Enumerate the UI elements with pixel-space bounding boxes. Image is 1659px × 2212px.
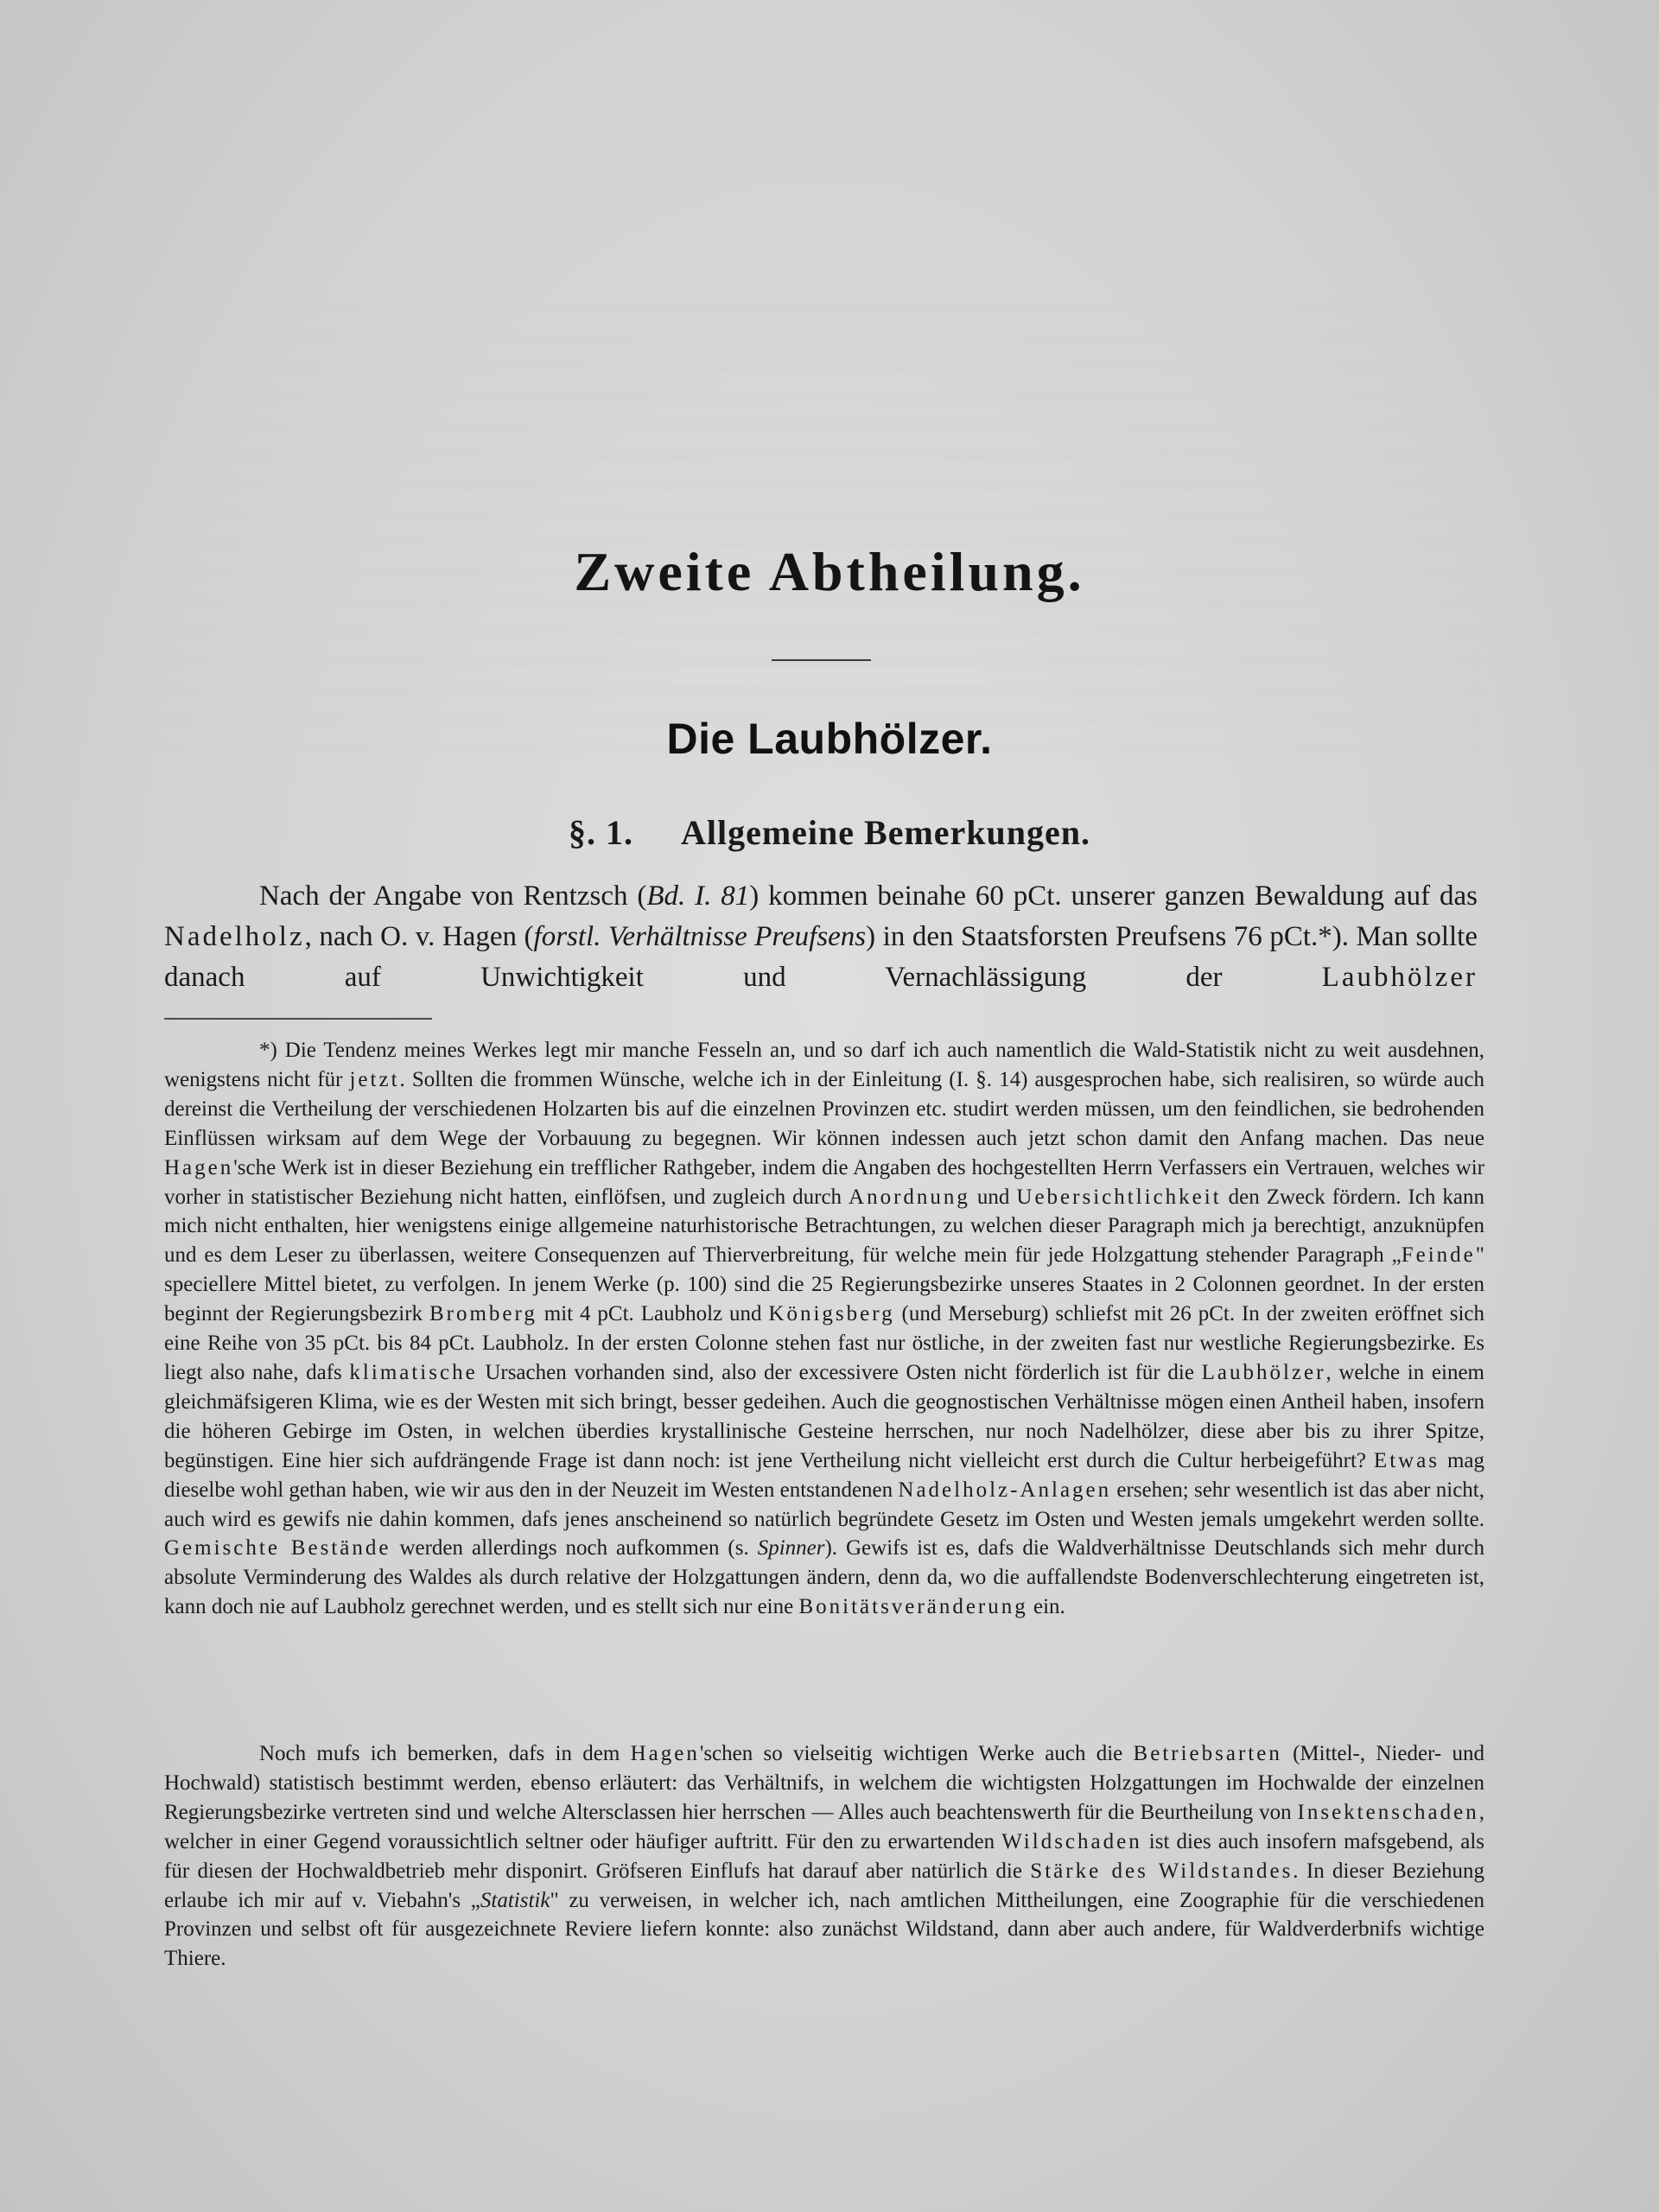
intro-paragraph: Nach der Angabe von Rentzsch (Bd. I. 81) kommen beinahe 60 pCt. unserer ganzen Bewaldung auf das Nadelholz, nach O. v. Hagen (forstl. Verhältnisse Preufsens) in den Staatsforsten Preufsens 76 pCt.*). Man sollte danach auf Unwichtigkeit und Vernachlässigung der Laubhölzer — [164, 880, 1478, 993]
part-title: Zweite Abtheilung. — [574, 541, 1085, 602]
footnote-divider — [164, 1018, 432, 1020]
footnote-paragraph-2: Noch mufs ich bemerken, dafs in dem Hagen'schen so vielseitig wichtigen Werke auch die Betriebsarten (Mittel-, Nieder- und Hochwald) statistisch bestimmt werden, ebenso erläutert: das Verhältnifs, in welchem die wichtigsten Holzgattungen im Hochwalde der einzelnen Regierungsbezirke vertreten sind und welche Altersclassen hier herrschen — Alles auch beachtenswerth für die Beurtheilung von Insektenschaden, welcher in einer Gegend voraussichtlich seltner oder häufiger auftritt. Für den zu erwartenden Wildschaden ist dies auch insofern mafsgebend, als für diesen der Hochwaldbetrieb mehr disponirt. Gröfseren Einflufs hat darauf aber natürlich die Stärke des Wildstandes. In dieser Beziehung erlaube ich mir auf v. Viebahn's „Statistik" zu verweisen, in welcher ich, nach amtlichen Mittheilungen, eine Zoographie für die verschiedenen Provinzen und selbst oft für ausgezeichnete Reviere liefern konnte: also zunächst Wildstand, dann aber auch andere, für Waldverderbnifs wichtige Thiere. — [164, 1742, 1485, 1971]
chapter-title: Die Laubhölzer. — [666, 715, 993, 763]
section-number: §. 1. — [568, 813, 633, 852]
bleed-through-text — [151, 302, 1482, 752]
footnote-paragraph: *) Die Tendenz meines Werkes legt mir manche Fesseln an, und so darf ich auch namentlich die Wald-Statistik nicht zu weit ausdehnen, wenigstens nicht für jetzt. Sollten die frommen Wünsche, welche ich in der Einleitung (I. §. 14) ausgesprochen habe, sich realisiren, so würde auch dereinst die Vertheilung der verschiedenen Holzarten bis auf die einzelnen Provinzen etc. studirt werden müssen, um den feindlichen, sie bedrohenden Einflüssen wirksam auf dem Wege der Vorbauung zu begegnen. Wir können indessen auch jetzt schon damit den Anfang machen. Das neue Hagen'sche Werk ist in dieser Beziehung ein trefflicher Rathgeber, indem die Angaben des hochgestellten Herrn Verfassers ein Vertrauen, welches wir vorher in statistischer Beziehung nicht hatten, einflöfsen, und zugleich durch Anordnung und Uebersichtlichkeit den Zweck fördern. Ich kann mich nicht enthalten, hier wenigstens einige allgemeine naturhistorische Betrachtungen, zu welchen dieser Paragraph mich ja berechtigt, anzuknüpfen und es dem Leser zu überlassen, weitere Consequenzen auf Thierverbreitung, für welche mein für jede Holzgattung stehender Paragraph „Feinde" speciellere Mittel bietet, zu verfolgen. In jenem Werke (p. 100) sind die 25 Regierungsbezirke unseres Staates in 2 Colonnen geordnet. In der ersten beginnt der Regierungsbezirk Bromberg mit 4 pCt. Laubholz und Königsberg (und Merseburg) schliefst mit 26 pCt. In der zweiten eröffnet sich eine Reihe von 35 pCt. bis 84 pCt. Laubholz. In der ersten Colonne stehen fast nur östliche, in der zweiten fast nur westliche Regierungsbezirke. Es liegt also nahe, dafs klimatische Ursachen vorhanden sind, also der excessivere Osten nicht förderlich ist für die Laubhölzer, welche in einem gleichmäfsigeren Klima, wie es der Westen mit sich bringt, besser gedeihen. Auch die geognostischen Verhältnisse mögen einen Antheil haben, insofern die höheren Gebirge im Osten, in welchen überdies krystallinische Gesteine herrschen, nur noch Nadelhölzer, diese aber bis zu ihrer Spitze, begünstigen. Eine hier sich aufdrängende Frage ist dann noch: ist jene Vertheilung nicht vielleicht erst durch die Cultur herbeigeführt? Etwas mag dieselbe wohl gethan haben, wie wir aus den in der Neuzeit im Westen entstandenen Nadelholz-Anlagen ersehen; sehr wesentlich ist das aber nicht, auch wird es gewifs nie dahin kommen, dafs jenes anscheinend so natürlich begründete Gesetz im Osten und Westen jemals umgekehrt werden sollte. Gemischte Bestände werden allerdings noch aufkommen (s. Spinner). Gewifs ist es, dafs die Waldverhältnisse Deutschlands sich mehr durch absolute Verminderung des Waldes als durch relative der Holzgattungen ändern, denn da, wo die auffallendste Bodenverschlechterung eingetreten ist, kann doch nie auf Laubholz gerechnet werden, und es stellt sich nur eine Bonitätsveränderung ein. — [164, 1039, 1485, 1619]
title-divider — [772, 659, 871, 661]
section-heading — [0, 812, 1659, 853]
section-title: Allgemeine Bemerkungen. — [680, 813, 1091, 852]
